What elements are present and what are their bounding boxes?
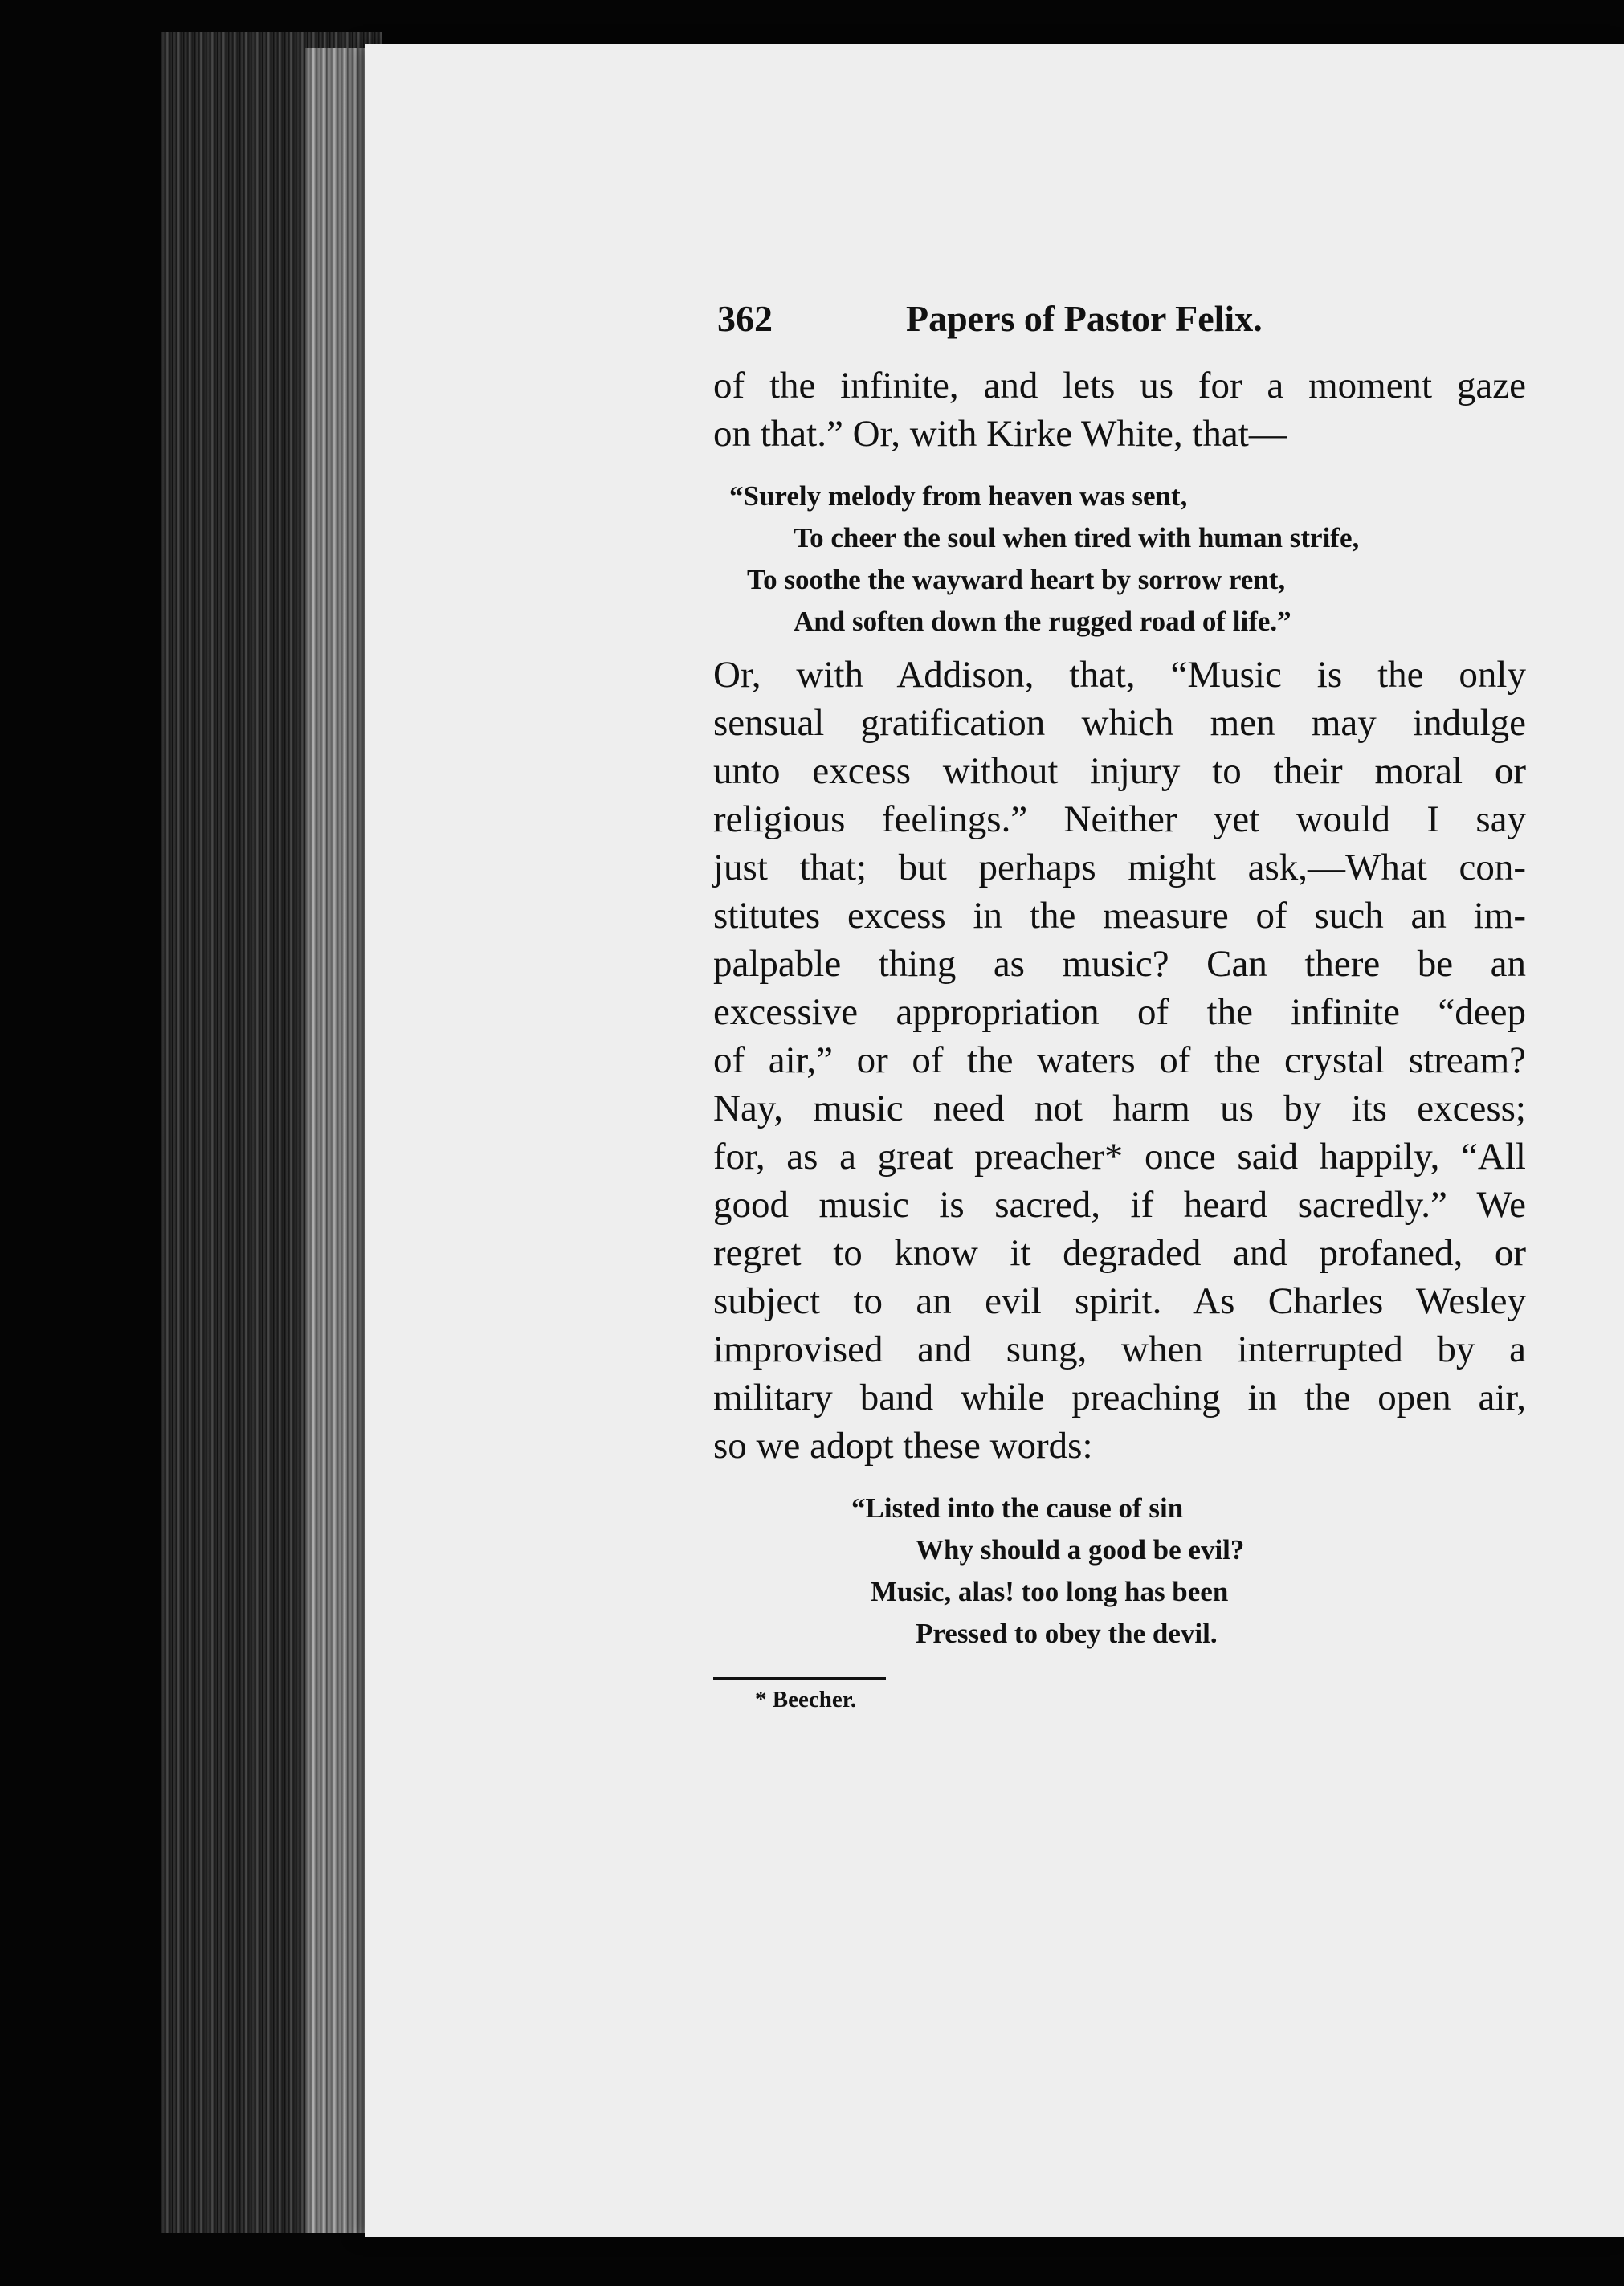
running-title: Papers of Pastor Felix. [906,298,1263,339]
text-line: sensual gratification which men may indulge [713,702,1526,744]
text-line: excessive appropriation of the infinite “deep [713,991,1526,1033]
text-line: religious feelings.” Neither yet would I say [713,798,1526,840]
text-line: so we adopt these words: [713,1425,1093,1467]
text-line: of the infinite, and lets us for a moment gaze [713,365,1526,406]
paragraph-2 [713,651,1526,1470]
text-line: Nay, music need not harm us by its excess; [713,1088,1526,1129]
text-line: military band while preaching in the open air, [713,1377,1526,1419]
page-content [713,297,1526,1713]
text-line: stitutes excess in the measure of such an im- [713,895,1526,937]
text-line: improvised and sung, when interrupted by a [713,1329,1526,1370]
verse-line: To cheer the soul when tired with human strife, [794,522,1360,553]
text-line: palpable thing as music? Can there be an [713,943,1526,985]
page-header [713,297,1526,345]
text-line: on that.” Or, with Kirke White, that— [713,413,1287,455]
footnote-rule [713,1677,886,1680]
verse-line: And soften down the rugged road of life.” [794,606,1291,637]
page-number: 362 [717,298,773,339]
text-line: of air,” or of the waters of the crystal stream? [713,1039,1526,1081]
verse-line: Music, alas! too long has been [871,1576,1229,1607]
text-line: for, as a great preacher* once said happily, “All [713,1136,1526,1178]
footnote: * Beecher. [755,1687,857,1712]
verse-kirke-white [713,476,1526,643]
verse-line: To soothe the wayward heart by sorrow rent, [747,564,1286,595]
verse-line: “Surely melody from heaven was sent, [729,480,1188,512]
verse-wesley [713,1488,1526,1655]
text-line: regret to know it degraded and profaned, or [713,1232,1526,1274]
text-line: subject to an evil spirit. As Charles Wesley [713,1280,1526,1322]
paragraph-1 [713,361,1526,458]
verse-line: “Listed into the cause of sin [851,1492,1184,1524]
text-line: Or, with Addison, that, “Music is the only [713,654,1526,696]
verse-line: Pressed to obey the devil. [916,1618,1218,1649]
text-line: unto excess without injury to their moral or [713,750,1526,792]
text-line: just that; but perhaps might ask,—What con- [713,847,1526,888]
text-line: good music is sacred, if heard sacredly.” We [713,1184,1526,1226]
verse-line: Why should a good be evil? [916,1534,1245,1566]
